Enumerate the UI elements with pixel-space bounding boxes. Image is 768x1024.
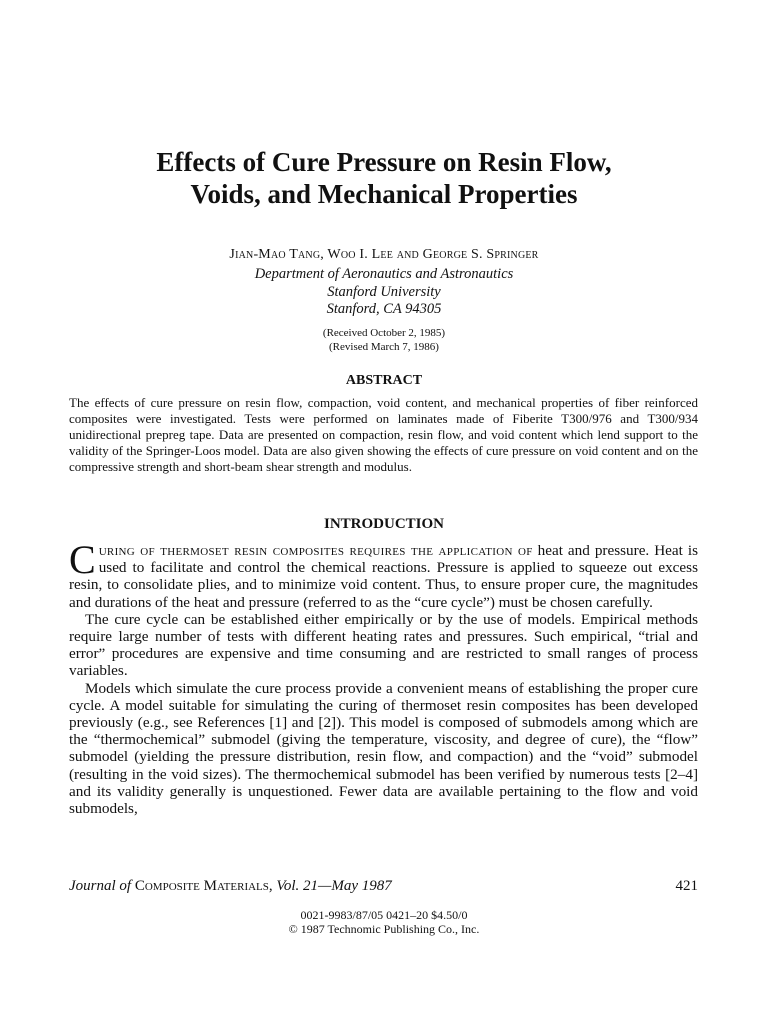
lead-in-smallcaps: uring of thermoset resin composites requires the application of <box>98 542 533 559</box>
paper-title <box>60 146 708 210</box>
intro-paragraph-1-rest: heat and pressure. Heat is used to facilitate and control the chemical reactions. Pressure is applied to squeeze out excess resin, to consolidate plies, and to minimize void content. Thus, to ensure proper cure, the magnitudes and durations of the heat and pressure (referred to as the “cure cycle”) must be chosen carefully. <box>69 542 698 611</box>
author-list <box>60 247 708 263</box>
introduction-body <box>69 537 698 818</box>
intro-paragraph-2: The cure cycle can be established either empirically or by the use of models. Empirical methods require large number of tests with different heating rates and pressures. Such empirical, “trial and error” procedures are expensive and time consuming and are restricted to small ranges of process variables. <box>69 610 698 680</box>
affiliation-address: Stanford, CA 94305 <box>326 301 442 317</box>
affiliation-department: Department of Aeronautics and Astronautics <box>254 266 514 282</box>
journal-footer <box>69 878 698 895</box>
page-number: 421 <box>675 878 698 894</box>
issn-line: 0021-9983/87/05 0421–20 $4.50/0 <box>300 908 468 922</box>
drop-cap: C <box>69 537 96 582</box>
copyright-line: © 1987 Technomic Publishing Co., Inc. <box>288 922 480 936</box>
introduction-heading: INTRODUCTION <box>323 516 444 532</box>
abstract-text: The effects of cure pressure on resin flow, compaction, void content, and mechanical properties of fiber reinforced composites were investigated. Tests were performed on laminates made of Fiberite T300/976 and T300/934 unidirectional prepreg tape. Data are presented on compaction, resin flow, and void content which lend support to the validity of the Springer-Loos model. Data are also given showing the effects of cure pressure on void content and on the compressive strength and short-beam shear strength and modulus. <box>69 395 698 474</box>
affiliation-block <box>60 266 708 319</box>
journal-name: Composite Materials, <box>134 878 273 894</box>
journal-prefix: Journal of <box>69 878 132 894</box>
abstract-heading: ABSTRACT <box>345 373 423 388</box>
affiliation-university: Stanford University <box>327 283 441 300</box>
authors-text: Jian-Mao Tang, Woo I. Lee and George S. Springer <box>229 247 539 262</box>
intro-paragraph-3: Models which simulate the cure process provide a convenient means of establishing the proper cure cycle. A model suitable for simulating the curing of thermoset resin composites has been developed previously (e.g., see References [1] and [2]). This model is composed of submodels among which are the “thermochemical” submodel (giving the temperature, viscosity, and degree of cure), the “flow” submodel (yielding the pressure distribution, resin flow, and compaction) and the “void” submodel (resulting in the void sizes). The thermochemical submodel has been verified by numerous tests [2–4] and its validity generally is unquestioned. Fewer data are available pertaining to the flow and void submodels, <box>69 679 698 818</box>
journal-volume: Vol. 21—May 1987 <box>276 878 392 894</box>
submission-dates <box>60 326 708 354</box>
revised-date: (Revised March 7, 1986) <box>329 341 439 353</box>
title-line-1: Effects of Cure Pressure on Resin Flow, <box>156 147 612 177</box>
journal-citation <box>69 878 392 895</box>
received-date: (Received October 2, 1985) <box>322 327 446 339</box>
intro-paragraph-1 <box>69 537 698 611</box>
publication-info <box>60 908 708 936</box>
title-line-2: Voids, and Mechanical Properties <box>190 179 578 209</box>
